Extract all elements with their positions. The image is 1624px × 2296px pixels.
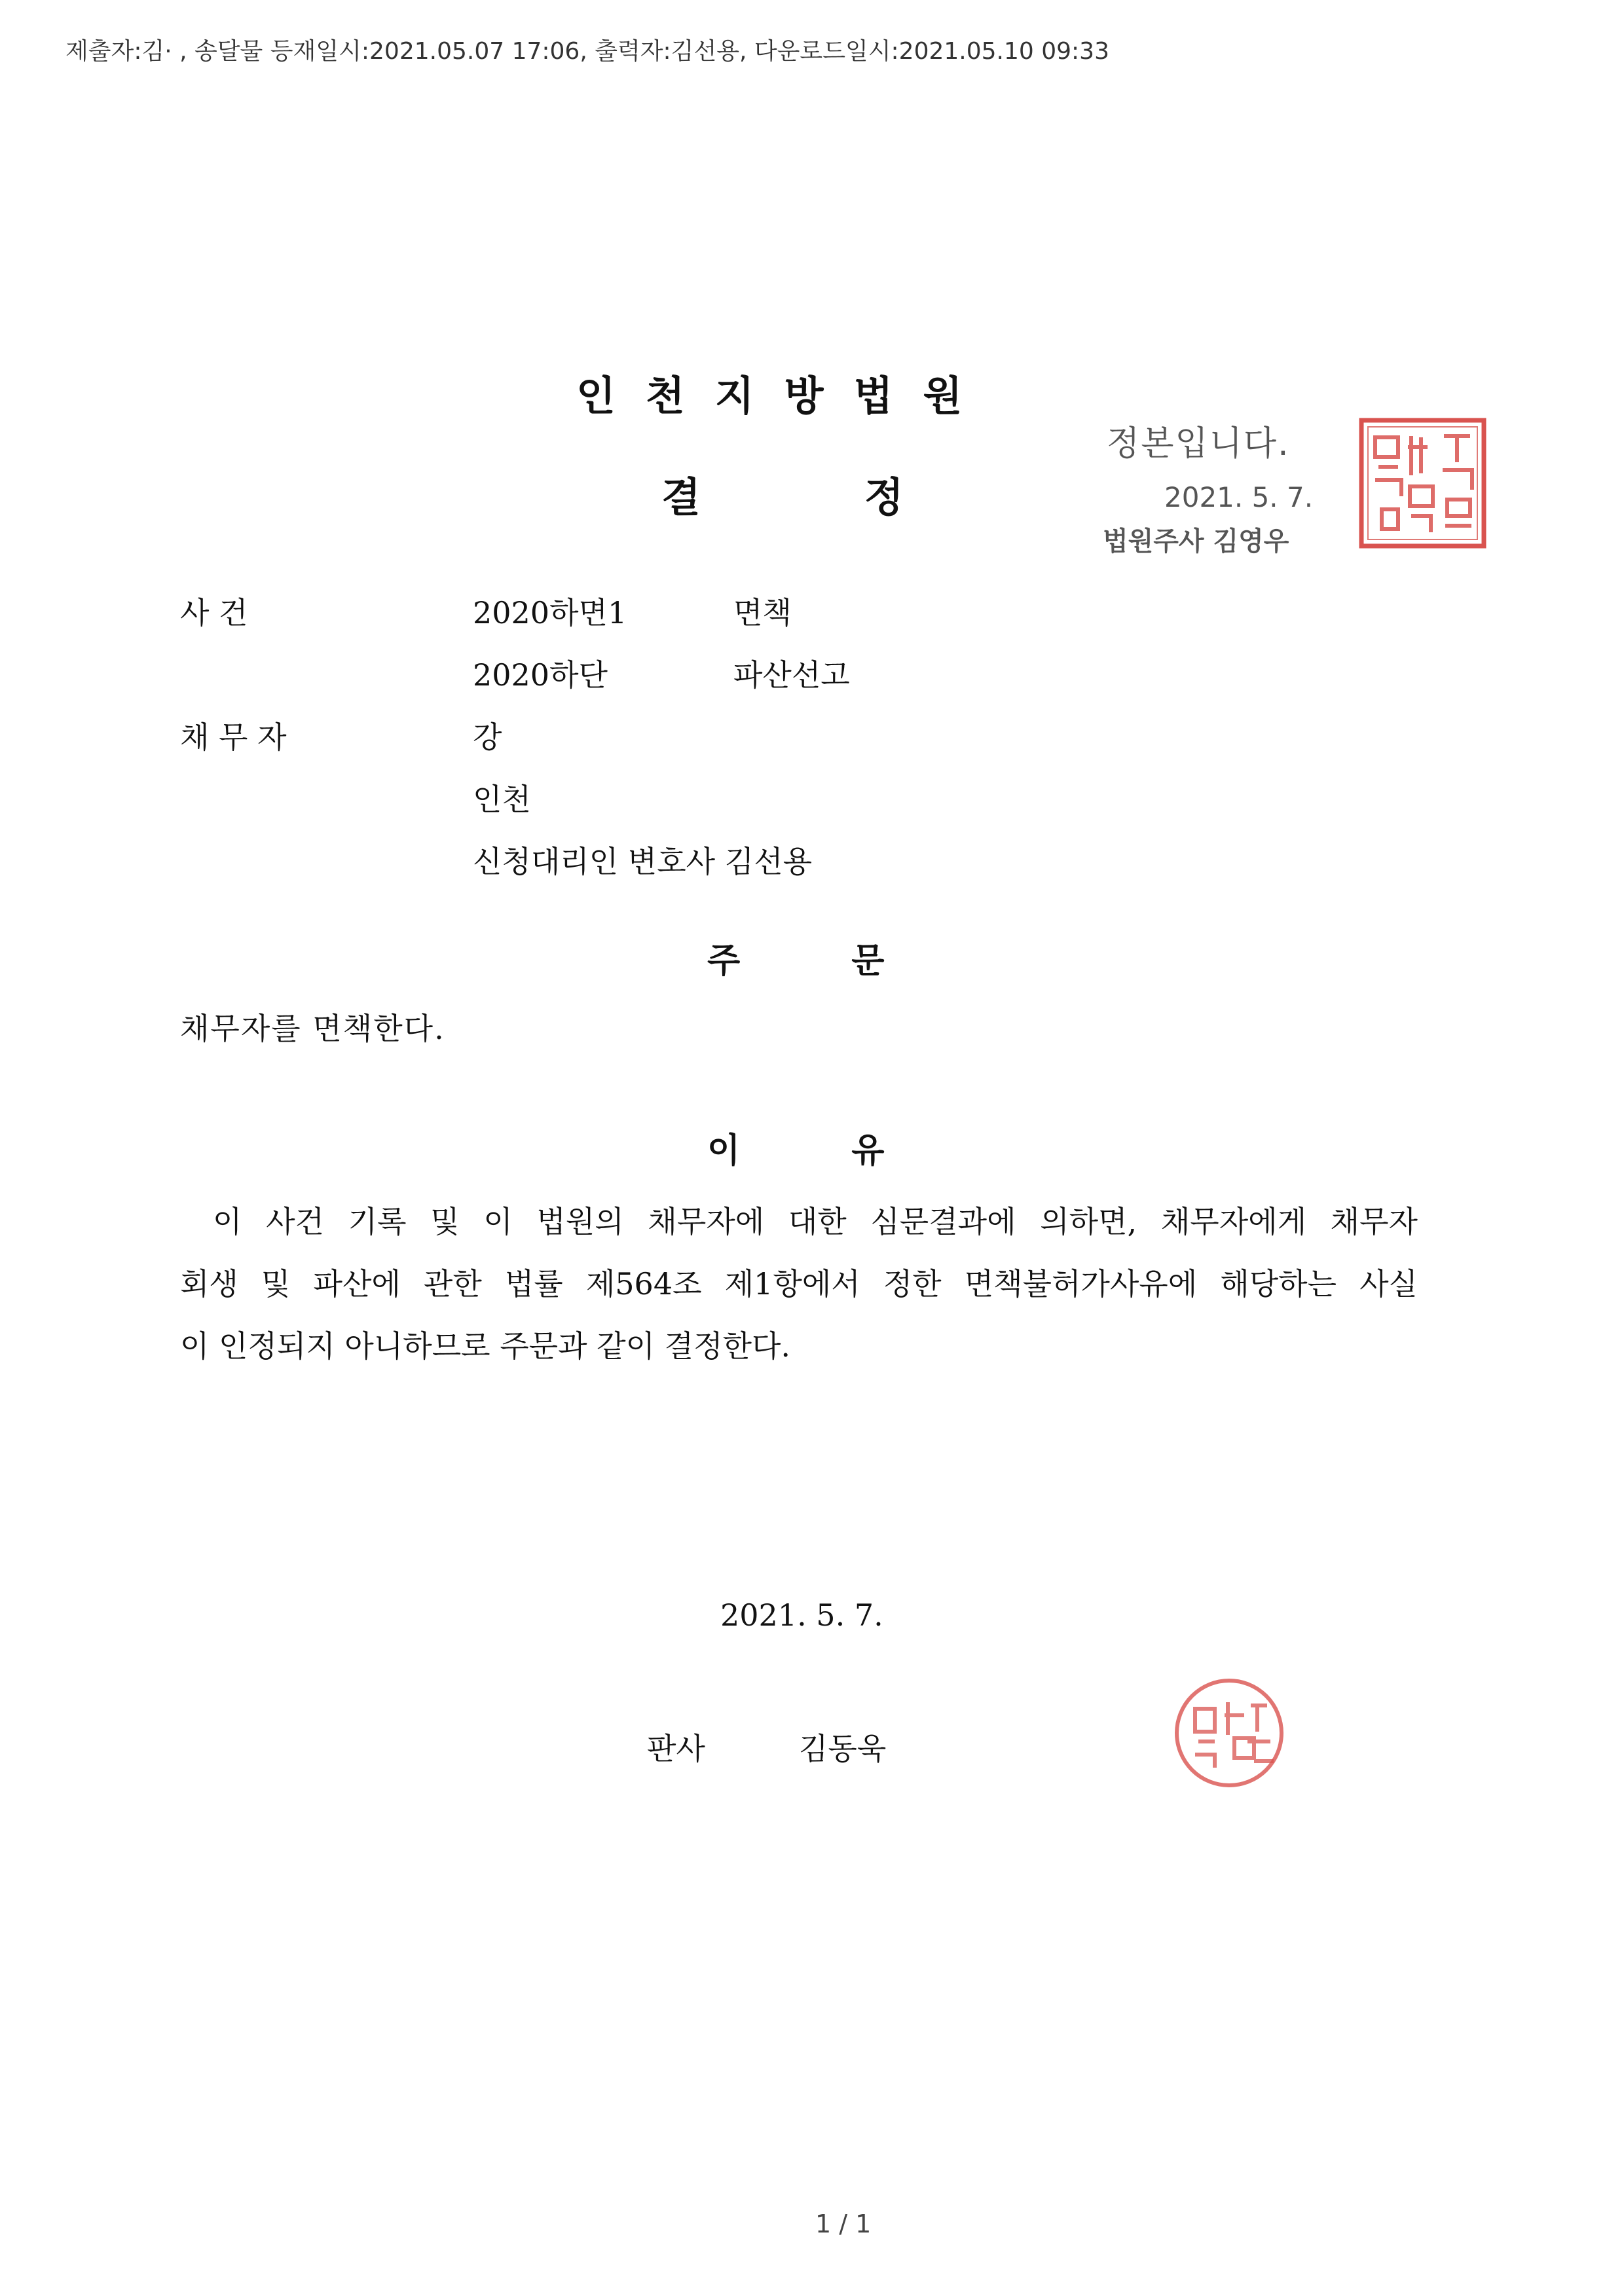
judge-title: 판사: [647, 1731, 705, 1766]
page-number: 1 / 1: [815, 2210, 872, 2238]
document-title: [661, 465, 904, 523]
certified-copy-stamp: 정본입니다.: [1107, 424, 1290, 464]
reason-line-3: 이 인정되지 아니하므로 주문과 같이 결정한다.: [180, 1328, 791, 1364]
decision-date: 2021. 5. 7.: [720, 1597, 883, 1633]
document-title-char-2: 정: [864, 473, 904, 521]
case-number-2: 2020하단: [473, 657, 608, 693]
judge-name: 김동욱: [799, 1731, 887, 1766]
reason-line-2: 회생 및 파산에 관한 법률 제564조 제1항에서 정한 면책불허가사유에 해당하는 사실: [180, 1266, 1418, 1302]
case-number-1: 2020하면1: [473, 595, 627, 630]
submission-header: 제출자:김· , 송달물 등재일시:2021.05.07 17:06, 출력자:김선용, 다운로드일시:2021.05.10 09:33: [65, 38, 1109, 65]
order-heading-char-2: 문: [851, 941, 885, 981]
case-type-1: 면책: [733, 595, 792, 630]
debtor-label: 채 무 자: [180, 720, 287, 755]
case-label: 사 건: [180, 595, 248, 630]
certified-clerk: 법원주사 김영우: [1103, 526, 1289, 556]
reason-line-1: 이 사건 기록 및 이 법원의 채무자에 대한 심문결과에 의하면, 채무자에게 채무자: [213, 1204, 1418, 1239]
judge-seal-icon: [1172, 1676, 1287, 1791]
certified-date: 2021. 5. 7.: [1164, 481, 1314, 513]
representative: 신청대리인 변호사 김선용: [473, 844, 813, 879]
order-heading-char-1: 주: [707, 941, 741, 981]
reason-heading-char-1: 이: [707, 1131, 741, 1171]
reason-heading-char-2: 유: [851, 1131, 885, 1171]
court-seal-icon: [1359, 418, 1486, 549]
debtor-address: 인천: [473, 782, 531, 817]
reason-heading: [707, 1123, 884, 1172]
case-type-2: 파산선고: [733, 657, 850, 693]
debtor-name: 강: [473, 720, 502, 755]
court-name: 인천지방법원: [576, 372, 993, 420]
document-title-char-1: 결: [661, 473, 701, 521]
order-text: 채무자를 면책한다.: [180, 1011, 445, 1046]
order-heading: [707, 933, 884, 982]
